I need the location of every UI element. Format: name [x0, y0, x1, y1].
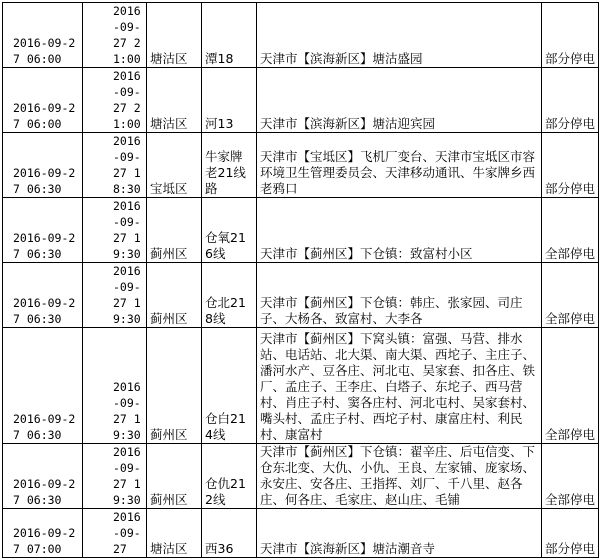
area-cell: 天津市【蓟州区】下仓镇：翟辛庄、后屯信变、下仓东北变、大仇、小仇、王良、左家铺、庞家场、永安庄、安各庄、王指挥、刘厂、千八里、赵各庄、何各庄、毛家庄、赵山庄、毛铺 [257, 444, 542, 509]
line-cell: 仓氧216线 [202, 198, 257, 263]
district-cell: 塘沽区 [147, 3, 202, 68]
start-time-cell: 2016-09-27 06:00 [3, 68, 83, 133]
area-cell: 天津市【宝坻区】飞机厂变台、天津市宝坻区市容环境卫生管理委员会、天津移动通讯、牛家牌乡西老鸦口 [257, 133, 542, 198]
start-time-cell: 2016-09-27 06:30 [3, 263, 83, 328]
area-cell: 天津市【滨海新区】塘沽盛园 [257, 3, 542, 68]
end-time-cell: 2016-09-27 21:00 [83, 3, 147, 68]
table-row [3, 444, 599, 509]
outage-type-cell: 部分停电 [542, 68, 599, 133]
start-time-cell: 2016-09-27 06:00 [3, 3, 83, 68]
line-cell: 仓白214线 [202, 328, 257, 444]
district-cell: 塘沽区 [147, 509, 202, 558]
table-row [3, 263, 599, 328]
table-row [3, 133, 599, 198]
district-cell: 塘沽区 [147, 68, 202, 133]
table-row [3, 509, 599, 558]
table-row [3, 198, 599, 263]
district-cell: 蓟州区 [147, 444, 202, 509]
line-cell: 仓仇212线 [202, 444, 257, 509]
table-row [3, 68, 599, 133]
area-cell: 天津市【蓟州区】下仓镇：致富村小区 [257, 198, 542, 263]
start-time-cell: 2016-09-27 06:30 [3, 328, 83, 444]
start-time-cell: 2016-09-27 06:30 [3, 444, 83, 509]
table-row [3, 328, 599, 444]
outage-type-cell: 全部停电 [542, 328, 599, 444]
end-time-cell: 2016-09-27 19:30 [83, 198, 147, 263]
line-cell: 西36 [202, 509, 257, 558]
outage-type-cell: 部分停电 [542, 509, 599, 558]
district-cell: 蓟州区 [147, 263, 202, 328]
line-cell: 仓北218线 [202, 263, 257, 328]
outage-table [2, 2, 599, 558]
line-cell: 牛家牌老21线路 [202, 133, 257, 198]
area-cell: 天津市【蓟州区】下窝头镇：富强、马营、排水站、电话站、北大渠、南大渠、西坨子、主庄子、潘河水产、豆各庄、河北屯、吴家套、扣各庄、铁厂、孟庄子、王李庄、白塔子、东坨子、西马营村、肖庄子村、窦各庄村、河北屯村、吴家套村、嘴头村、孟庄子村、西坨子村、康富庄村、利民村、康富村 [257, 328, 542, 444]
area-cell: 天津市【滨海新区】塘沽迎宾园 [257, 68, 542, 133]
table-row [3, 3, 599, 68]
line-cell: 河13 [202, 68, 257, 133]
area-cell: 天津市【蓟州区】下仓镇：韩庄、张家园、司庄子、大杨各、致富村、大李各 [257, 263, 542, 328]
start-time-cell: 2016-09-27 06:30 [3, 198, 83, 263]
start-time-cell: 2016-09-27 06:30 [3, 133, 83, 198]
end-time-cell: 2016-09-27 19:30 [83, 328, 147, 444]
end-time-cell: 2016-09-27 19:30 [83, 263, 147, 328]
end-time-cell: 2016-09-27 18:30 [83, 133, 147, 198]
area-cell: 天津市【滨海新区】塘沽潮音寺 [257, 509, 542, 558]
outage-type-cell: 全部停电 [542, 444, 599, 509]
end-time-cell: 2016-09-27 [83, 509, 147, 558]
district-cell: 蓟州区 [147, 198, 202, 263]
outage-type-cell: 全部停电 [542, 198, 599, 263]
outage-type-cell: 全部停电 [542, 263, 599, 328]
end-time-cell: 2016-09-27 19:30 [83, 444, 147, 509]
district-cell: 宝坻区 [147, 133, 202, 198]
district-cell: 蓟州区 [147, 328, 202, 444]
outage-type-cell: 部分停电 [542, 3, 599, 68]
start-time-cell: 2016-09-27 07:00 [3, 509, 83, 558]
end-time-cell: 2016-09-27 21:00 [83, 68, 147, 133]
line-cell: 潭18 [202, 3, 257, 68]
outage-type-cell: 部分停电 [542, 133, 599, 198]
